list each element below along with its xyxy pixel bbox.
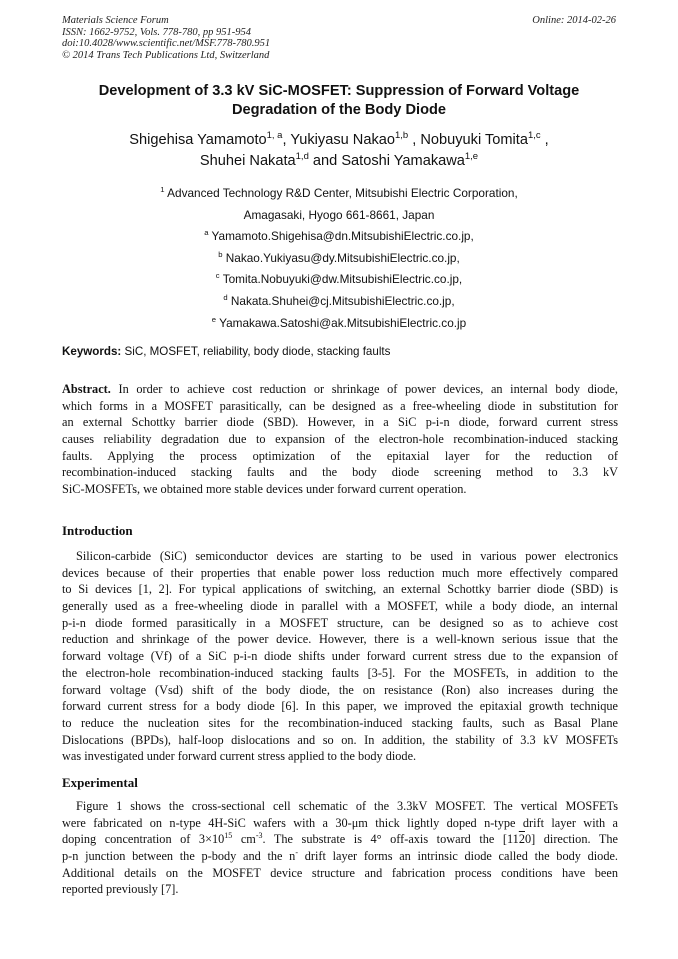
intro-line: Dislocations (BPDs), half-loop dislocations and so on. In addition, the stability of 3.3 kV MOSFETs xyxy=(62,732,618,747)
intro-line: to Si devices [1, 2]. For typical applications of switching, an external Schottky barrier diode (SBD) is xyxy=(62,582,618,597)
abstract-line: causes reliability degradation due to expansion of the electron-hole recombination-induced stacking xyxy=(62,432,618,447)
intro-line: was investigated under forward current stress applied to the body diode. xyxy=(62,749,417,764)
affiliation-line-2: Amagasaki, Hyogo 661-8661, Japan xyxy=(243,207,435,222)
email-mark: b xyxy=(218,249,223,259)
intro-line: the electron-hole recombination-induced stacking faults [3-5]. For the MOSFETs, in addition to the xyxy=(62,665,618,680)
introduction-body xyxy=(62,548,618,765)
intro-line: forward voltage (Vf) of a SiC p-i-n diode shifts under forward current stress due to the expansion of xyxy=(62,649,618,664)
journal-header xyxy=(62,15,270,61)
email-address: Tomita.Nobuyuki@dw.MitsubishiElectric.co.jp, xyxy=(222,272,463,287)
email-line xyxy=(70,291,608,313)
journal-name: Materials Science Forum xyxy=(62,15,169,26)
author-affil-mark: 1,d xyxy=(295,151,309,163)
exp-text: doping concentration of 3×10 xyxy=(62,832,225,847)
exponent: 15 xyxy=(224,831,233,841)
abstract-label: Abstract. xyxy=(62,382,111,396)
abstract-line: faults. Applying the process optimization of the epitaxial layer for the reduction of xyxy=(62,448,618,463)
exp-text: . The substrate is 4° off-axis toward the [11 xyxy=(262,832,519,847)
author-affil-mark: 1,c xyxy=(527,130,541,142)
paper-title xyxy=(70,82,608,120)
experimental-body xyxy=(62,798,618,898)
intro-line: generally used as a free-wheeling diode in parallel with a MOSFET, while a body diode, an internal xyxy=(62,599,618,614)
copyright: © 2014 Trans Tech Publications Ltd, Switzerland xyxy=(62,49,270,61)
author-name: Nobuyuki Tomita xyxy=(420,132,528,148)
exp-line: Figure 1 shows the cross-sectional cell schematic of the 3.3kV MOSFET. The vertical MOSFETs xyxy=(76,799,618,813)
author-affil-mark: 1,e xyxy=(464,151,479,163)
exp-line: reported previously [7]. xyxy=(62,882,179,897)
abstract-line: SiC-MOSFETs, we obtained more stable devices under forward current operation. xyxy=(62,482,467,497)
exponent: -3 xyxy=(255,831,263,841)
intro-line: reduction and shrinkage of the power device. However, there is a well-known serious issue that the xyxy=(62,632,618,647)
intro-line: forward current stress for a body diode [6]. In this paper, we improved the epitaxial growth technique xyxy=(62,699,618,714)
author-name: Shigehisa Yamamoto xyxy=(129,132,267,148)
email-address: Yamamoto.Shigehisa@dn.MitsubishiElectric.co.jp, xyxy=(211,229,474,244)
issn: ISSN: 1662-9752, Vols. 778-780, pp 951-954 xyxy=(62,26,251,38)
exp-line xyxy=(62,848,618,865)
online-date: Online: 2014-02-26 xyxy=(532,15,616,26)
abstract-line xyxy=(62,381,618,398)
author-separator: , xyxy=(408,132,417,148)
abstract-line: recombination-induced stacking faults and the body diode screening method to 3.3 kV xyxy=(62,465,618,480)
exp-line: were fabricated on n-type 4H-SiC wafers with a 30-μm thick lightly doped n-type drift layer with a xyxy=(62,815,618,830)
author-separator: and xyxy=(308,153,338,169)
exp-text: p-n junction between the p-body and the n xyxy=(62,849,296,864)
exp-line: Additional details on the MOSFET device structure and fabrication process conditions have been xyxy=(62,865,618,880)
abstract-text: In order to achieve cost reduction or shrinkage of power devices, an internal body diode, xyxy=(118,382,618,396)
title-line-2: Degradation of the Body Diode xyxy=(231,102,447,118)
keywords xyxy=(62,345,618,358)
author-affil-mark: 1, a xyxy=(266,130,283,142)
email-mark: a xyxy=(204,228,209,238)
email-mark: e xyxy=(211,314,217,324)
email-address: Nakao.Yukiyasu@dy.MitsubishiElectric.co.jp, xyxy=(225,250,460,265)
keywords-label: Keywords: xyxy=(62,345,122,358)
author-separator: , xyxy=(282,132,287,148)
experimental-heading: Experimental xyxy=(62,775,138,790)
miller-index-bar: 2 xyxy=(518,832,525,847)
affiliation-line-1 xyxy=(70,183,608,205)
author-name: Yukiyasu Nakao xyxy=(290,132,395,148)
email-mark: c xyxy=(215,271,220,281)
exp-text: cm xyxy=(232,832,256,847)
email-line xyxy=(70,269,608,291)
email-line xyxy=(70,226,608,248)
email-mark: d xyxy=(223,293,228,303)
intro-line: forward voltage (Vsd) shift of the body diode, the on resistance (Ron) also increases during the xyxy=(62,682,618,697)
introduction-heading: Introduction xyxy=(62,523,133,538)
intro-line: devices because of their properties that enable power loss reduction much more effectively compared xyxy=(62,565,618,580)
affiliation-block xyxy=(70,183,608,334)
intro-line: Silicon-carbide (SiC) semiconductor devices are starting to be used in various power electronics xyxy=(76,549,618,563)
author-affil-mark: 1,b xyxy=(394,130,409,142)
affiliation-text: Advanced Technology R&D Center, Mitsubishi Electric Corporation, xyxy=(167,186,518,200)
exp-text: drift layer forms an intrinsic diode called the body diode. xyxy=(298,849,618,864)
author-name: Shuhei Nakata xyxy=(199,153,296,169)
doi: doi:10.4028/www.scientific.net/MSF.778-780.951 xyxy=(62,38,271,49)
exp-text: 0] direction. The xyxy=(524,832,618,847)
author-separator: , xyxy=(540,132,549,148)
abstract xyxy=(62,381,618,498)
title-line-1: Development of 3.3 kV SiC-MOSFET: Suppression of Forward Voltage xyxy=(98,83,580,99)
email-line xyxy=(70,313,608,335)
intro-line: p-i-n diode formed parasitically in a MOSFET structure, can be designed so as to achieve cost xyxy=(62,615,618,630)
exp-line xyxy=(62,831,618,848)
keywords-text: SiC, MOSFET, reliability, body diode, stacking faults xyxy=(124,345,391,358)
email-line xyxy=(70,248,608,270)
author-list xyxy=(70,130,608,172)
email-address: Yamakawa.Satoshi@ak.MitsubishiElectric.co.jp xyxy=(219,315,467,330)
intro-line: to reduce the nucleation sites for the recombination-induced stacking faults, such as Basal Plane xyxy=(62,715,618,730)
abstract-line: which forms in a MOSFET parasitically, can be designed as a free-wheeling diode in substitution for xyxy=(62,398,618,413)
author-name: Satoshi Yamakawa xyxy=(341,153,465,169)
affil-mark: 1 xyxy=(160,185,165,195)
abstract-line: an external Schottky barrier diode (SBD). However, in a SiC p-i-n diode, forward current stress xyxy=(62,415,618,430)
email-address: Nakata.Shuhei@cj.MitsubishiElectric.co.jp, xyxy=(230,293,455,308)
superscript-minus: - xyxy=(295,847,298,857)
